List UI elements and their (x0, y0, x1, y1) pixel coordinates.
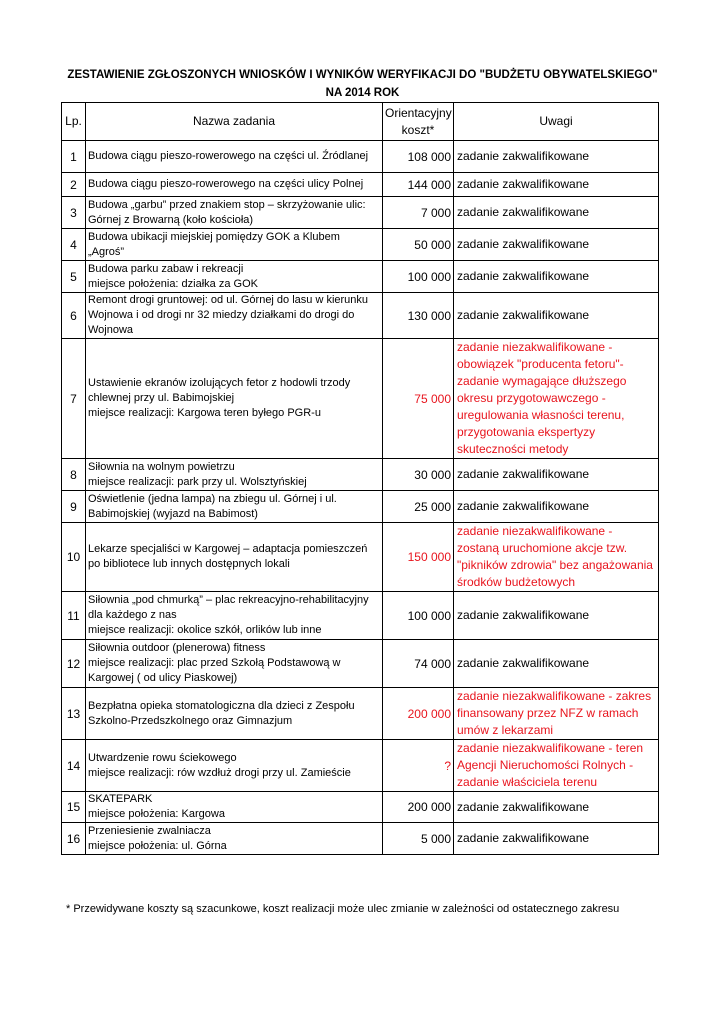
table-row (62, 339, 659, 459)
table-row (62, 173, 659, 197)
estimated-cost: 50 000 (383, 229, 454, 261)
table-row (62, 491, 659, 523)
estimated-cost: 25 000 (383, 491, 454, 523)
task-name: Bezpłatna opieka stomatologiczna dla dzieci z Zespołu Szkolno-Przedszkolnego oraz Gimnazjum (86, 688, 383, 740)
table-row (62, 293, 659, 339)
row-number: 10 (62, 523, 86, 592)
row-number: 6 (62, 293, 86, 339)
remarks: zadanie zakwalifikowane (454, 141, 659, 173)
row-number: 15 (62, 792, 86, 823)
estimated-cost: 200 000 (383, 792, 454, 823)
remarks: zadanie zakwalifikowane (454, 592, 659, 640)
applications-table (61, 102, 659, 855)
table-header-row (62, 103, 659, 141)
remarks: zadanie zakwalifikowane (454, 197, 659, 229)
task-name: Budowa ubikacji miejskiej pomiędzy GOK a Klubem „Agroś” (86, 229, 383, 261)
estimated-cost: 108 000 (383, 141, 454, 173)
estimated-cost: 5 000 (383, 823, 454, 855)
estimated-cost: 30 000 (383, 459, 454, 491)
estimated-cost: 100 000 (383, 261, 454, 293)
task-name: Ustawienie ekranów izolujących fetor z hodowli trzody chlewnej przy ul. Babimojskiej miejsce realizacji: Kargowa teren byłego PGR-u (86, 339, 383, 459)
estimated-cost: 74 000 (383, 640, 454, 688)
table-row (62, 523, 659, 592)
estimated-cost: 144 000 (383, 173, 454, 197)
row-number: 8 (62, 459, 86, 491)
task-name: Budowa parku zabaw i rekreacji miejsce położenia: działka za GOK (86, 261, 383, 293)
table-row (62, 592, 659, 640)
row-number: 1 (62, 141, 86, 173)
remarks: zadanie zakwalifikowane (454, 173, 659, 197)
table-body (62, 141, 659, 855)
task-name: Siłownia na wolnym powietrzu miejsce realizacji: park przy ul. Wolsztyńskiej (86, 459, 383, 491)
table-row (62, 792, 659, 823)
table-row (62, 459, 659, 491)
remarks: zadanie zakwalifikowane (454, 261, 659, 293)
remarks: zadanie niezakwalifikowane - zostaną uruchomione akcje tzw. "pikników zdrowia" bez angażowania środków budżetowych (454, 523, 659, 592)
task-name: Oświetlenie (jedna lampa) na zbiegu ul. Górnej i ul. Babimojskiej (wyjazd na Babimost) (86, 491, 383, 523)
estimated-cost: 200 000 (383, 688, 454, 740)
estimated-cost: 7 000 (383, 197, 454, 229)
task-name: Utwardzenie rowu ściekowego miejsce realizacji: rów wzdłuż drogi przy ul. Zamieście (86, 740, 383, 792)
task-name: Przeniesienie zwalniacza miejsce położenia: ul. Górna (86, 823, 383, 855)
row-number: 12 (62, 640, 86, 688)
column-header-name: Nazwa zadania (86, 103, 383, 141)
column-header-lp: Lp. (62, 103, 86, 141)
table-row (62, 261, 659, 293)
task-name: Lekarze specjaliści w Kargowej – adaptacja pomieszczeń po bibliotece lub innych dostępnych lokali (86, 523, 383, 592)
task-name: SKATEPARK miejsce położenia: Kargowa (86, 792, 383, 823)
estimated-cost: 130 000 (383, 293, 454, 339)
remarks: zadanie zakwalifikowane (454, 792, 659, 823)
row-number: 7 (62, 339, 86, 459)
remarks: zadanie zakwalifikowane (454, 459, 659, 491)
remarks: zadanie niezakwalifikowane - teren Agencji Nieruchomości Rolnych - zadanie właściciela terenu (454, 740, 659, 792)
remarks: zadanie zakwalifikowane (454, 491, 659, 523)
task-name: Budowa „garbu” przed znakiem stop – skrzyżowanie ulic: Górnej z Browarną (koło kościoła) (86, 197, 383, 229)
row-number: 3 (62, 197, 86, 229)
table-row (62, 688, 659, 740)
task-name: Siłownia „pod chmurką” – plac rekreacyjno-rehabilitacyjny dla każdego z nas miejsce realizacji: okolice szkół, orlików lub inne (86, 592, 383, 640)
table-row (62, 197, 659, 229)
task-name: Remont drogi gruntowej: od ul. Górnej do lasu w kierunku Wojnowa i od drogi nr 32 miedzy działkami do drogi do Wojnowa (86, 293, 383, 339)
remarks: zadanie zakwalifikowane (454, 293, 659, 339)
row-number: 14 (62, 740, 86, 792)
footnote: * Przewidywane koszty są szacunkowe, koszt realizacji może ulec zmianie w zależności od ostatecznego zakresu (66, 903, 620, 915)
row-number: 11 (62, 592, 86, 640)
task-name: Budowa ciągu pieszo-rowerowego na części ul. Źródlanej (86, 141, 383, 173)
remarks: zadanie zakwalifikowane (454, 823, 659, 855)
remarks: zadanie niezakwalifikowane - obowiązek "producenta fetoru"- zadanie wymagające dłuższego okresu przygotowawczego - uregulowania własności terenu, przygotowania ekspertyzy skuteczności metody (454, 339, 659, 459)
estimated-cost: ? (383, 740, 454, 792)
estimated-cost: 150 000 (383, 523, 454, 592)
column-header-cost: Orientacyjny koszt* (383, 103, 454, 141)
column-header-note: Uwagi (454, 103, 659, 141)
table-row (62, 640, 659, 688)
table-row (62, 229, 659, 261)
row-number: 5 (62, 261, 86, 293)
row-number: 13 (62, 688, 86, 740)
row-number: 2 (62, 173, 86, 197)
task-name: Siłownia outdoor (plenerowa) fitness miejsce realizacji: plac przed Szkołą Podstawową w Kargowej ( od ulicy Piaskowej) (86, 640, 383, 688)
table-row (62, 740, 659, 792)
remarks: zadanie zakwalifikowane (454, 229, 659, 261)
remarks: zadanie niezakwalifikowane - zakres finansowany przez NFZ w ramach umów z lekarzami (454, 688, 659, 740)
row-number: 9 (62, 491, 86, 523)
estimated-cost: 75 000 (383, 339, 454, 459)
row-number: 16 (62, 823, 86, 855)
remarks: zadanie zakwalifikowane (454, 640, 659, 688)
table-row (62, 141, 659, 173)
task-name: Budowa ciągu pieszo-rowerowego na części ulicy Polnej (86, 173, 383, 197)
table-row (62, 823, 659, 855)
document-title: ZESTAWIENIE ZGŁOSZONYCH WNIOSKÓW I WYNIKÓW WERYFIKACJI DO "BUDŻETU OBYWATELSKIEGO" NA 2014 ROK (67, 69, 658, 99)
row-number: 4 (62, 229, 86, 261)
estimated-cost: 100 000 (383, 592, 454, 640)
